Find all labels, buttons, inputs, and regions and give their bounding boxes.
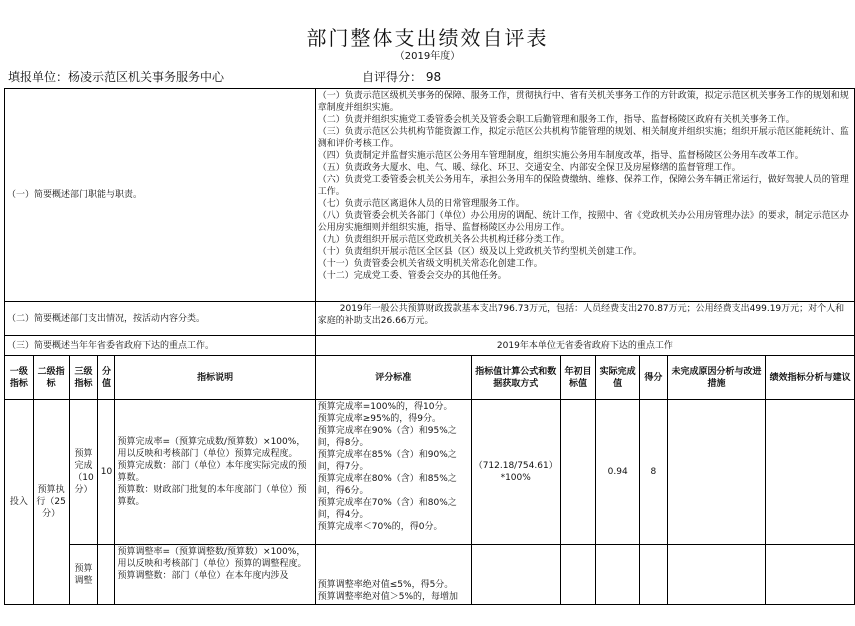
col-header-level2: 二级指标 [33, 356, 69, 400]
col-header-reason: 未完成原因分析与改进措施 [667, 356, 766, 400]
score-value-cell: 10 [98, 400, 115, 545]
duty-item: （六）负责党工委管委会机关公务用车，承担公务用车的保险费缴纳、维修、保养工作，保障公务车辆正常运行，做好驾驶人员的管理工作。 [317, 175, 849, 197]
actual-cell: 0.94 [596, 400, 640, 545]
col-header-criteria: 评分标准 [315, 356, 471, 400]
reason-cell [667, 400, 766, 545]
description-line: 预算完成数：部门（单位）本年度实际完成的预算数。 [117, 461, 307, 483]
reason-cell [667, 545, 766, 605]
duty-item: （十）负责组织开展示范区全区县（区）级及以上党政机关节约型机关创建工作。 [317, 247, 642, 257]
level2-cell: 预算执行（25分） [33, 400, 69, 605]
score-value-cell [98, 545, 115, 605]
section3-label: （三）简要概述当年年省委省政府下达的重点工作。 [5, 336, 316, 356]
description-line: 预算调整数：部门（单位）在本年度内涉及 [117, 571, 289, 581]
section2-text: 2019年一般公共预算财政拨款基本支出796.73万元，包括：人员经费支出270.87万元；公用经费支出499.19万元；对个人和家庭的补助支出26.66万元。 [315, 302, 854, 336]
points-cell: 8 [639, 400, 667, 545]
duty-item: （八）负责管委会机关各部门（单位）办公用房的调配、统计工作，按照中、省《党政机关办公用房管理办法》的要求，制定示范区办公用房实施细则并组织实施，指导、监督杨陵区办公用房工作。 [317, 211, 849, 233]
criteria-line: 预算完成率在90%（含）和95%之间，得8分。 [317, 426, 457, 448]
actual-cell [596, 545, 640, 605]
reporting-unit: 填报单位：杨凌示范区机关事务服务中心 [8, 70, 225, 84]
suggestion-cell [766, 545, 855, 605]
formula-cell: （712.18/754.61）*100% [471, 400, 560, 545]
points-cell [639, 545, 667, 605]
description-line: 预算完成率=（预算完成数/预算数）×100%，用以反映和考核部门（单位）预算完成程度。 [117, 437, 306, 459]
criteria-cell [315, 545, 471, 605]
duty-item: （十二）完成党工委、管委会交办的其他任务。 [317, 271, 507, 281]
criteria-line: 预算完成率≥95%的，得9分。 [317, 414, 442, 424]
col-header-points: 得分 [639, 356, 667, 400]
description-cell [115, 545, 315, 605]
table-row [5, 400, 855, 545]
col-header-actual: 实际完成值 [596, 356, 640, 400]
col-header-formula: 指标值计算公式和数据获取方式 [471, 356, 560, 400]
page-title: 部门整体支出绩效自评表 [306, 26, 549, 50]
level3-cell: 预算调整 [69, 545, 98, 605]
criteria-line: 预算调整率绝对值≤5%，得5分。 [317, 580, 454, 590]
table-row [5, 545, 855, 605]
section1-label: （一）简要概述部门职能与职责。 [5, 89, 316, 302]
criteria-line: 预算调整率绝对值＞5%的，每增加 [317, 592, 459, 602]
duty-item: （一）负责示范区级机关事务的保障、服务工作，贯彻执行中、省有关机关事务工作的方针政策，拟定示范区机关事务工作的规划和规章制度并组织实施。 [317, 91, 849, 113]
criteria-line: 预算完成率=100%的，得10分。 [317, 402, 453, 412]
duty-item: （四）负责制定并监督实施示范区公务用车管理制度，组织实施公务用车制度改革，指导、监督杨陵区公务用车改革工作。 [317, 151, 804, 161]
description-line: 预算数：财政部门批复的本年度部门（单位）预算数。 [117, 485, 307, 507]
level1-cell: 投入 [5, 400, 34, 605]
duty-item: （二）负责并组织实施党工委管委会机关及管委会职工后勤管理和服务工作，指导、监督杨陵区政府有关机关事务工作。 [317, 115, 795, 125]
col-header-level3: 三级指标 [69, 356, 98, 400]
section1-duties [315, 89, 854, 302]
duty-item: （九）负责组织开展示范区党政机关各公共机构迁移分类工作。 [317, 235, 570, 245]
evaluation-table [4, 88, 855, 605]
suggestion-cell [766, 400, 855, 545]
criteria-line: 预算完成率在80%（含）和85%之间，得6分。 [317, 474, 457, 496]
criteria-line: 预算完成率＜70%的，得0分。 [317, 522, 443, 532]
criteria-line: 预算完成率在85%（含）和90%之间，得7分。 [317, 450, 457, 472]
target-cell [560, 545, 596, 605]
level3-cell: 预算完成（10分） [69, 400, 98, 545]
duty-item: （五）负责政务大厦水、电、气、暖、绿化、环卫、交通安全、内部安全保卫及房屋修缮的监督管理工作。 [317, 163, 741, 173]
section2-label: （二）简要概述部门支出情况，按活动内容分类。 [5, 302, 316, 336]
col-header-description: 指标说明 [115, 356, 315, 400]
criteria-line: 预算完成率在70%（含）和80%之间，得4分。 [317, 498, 457, 520]
duty-item: （七）负责示范区离退休人员的日常管理服务工作。 [317, 199, 525, 209]
description-cell [115, 400, 315, 545]
duty-item: （三）负责示范区公共机构节能资源工作，拟定示范区公共机构节能管理的规划、相关制度并组织实施；组织开展示范区能耗统计、监测和评价考核工作。 [317, 127, 849, 149]
col-header-level1: 一级指标 [5, 356, 34, 400]
description-line: 预算调整率=（预算调整数/预算数）×100%，用以反映和考核部门（单位）预算的调整程度。 [117, 547, 307, 569]
formula-cell [471, 545, 560, 605]
col-header-target: 年初目标值 [560, 356, 596, 400]
report-year: （2019年度） [394, 51, 461, 62]
section3-text: 2019年本单位无省委省政府下达的重点工作 [315, 336, 854, 356]
criteria-cell [315, 400, 471, 545]
col-header-suggestion: 绩效指标分析与建议 [766, 356, 855, 400]
target-cell [560, 400, 596, 545]
col-header-score-value: 分值 [98, 356, 115, 400]
duty-item: （十一）负责管委会机关省级文明机关常态化创建工作。 [317, 259, 543, 269]
self-score: 自评得分： 98 [362, 70, 442, 84]
